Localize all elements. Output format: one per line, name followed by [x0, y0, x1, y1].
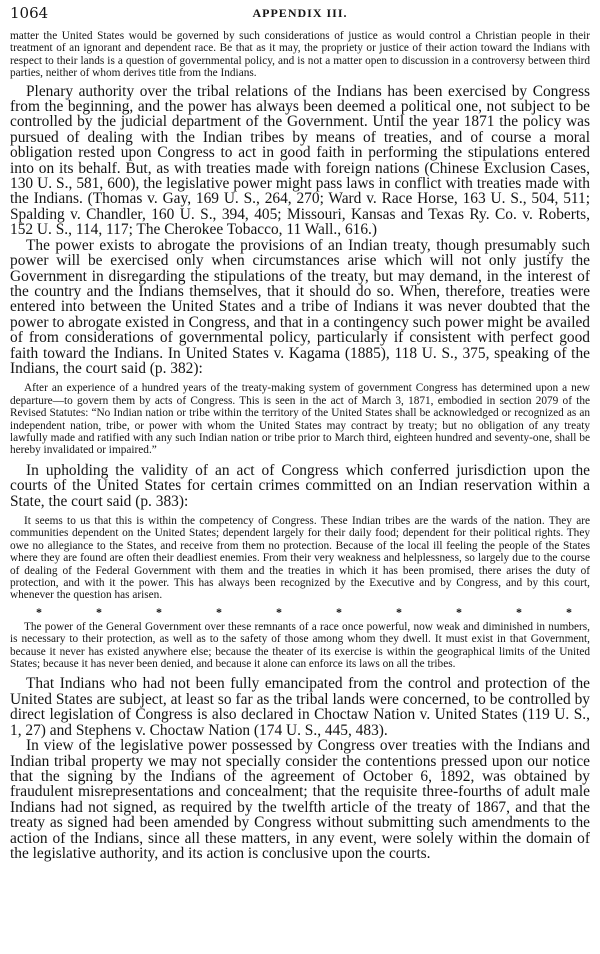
- paragraph-plenary-authority: Plenary authority over the tribal relations of the Indians has been exercised by Congress from the beginning, and the power has always been deemed a political one, not subject to be controlled by the judicial department of the Government. Until the year 1871 the policy was pursued of dealing with the Indian tribes by means of treaties, and of course a moral obligation rested upon Congress to act in good faith in performing the stipulations entered into on its behalf. But, as with treaties made with foreign nations (Chinese Exclusion Cases, 130 U. S., 581, 600), the legislative power might pass laws in conflict with treaties made with the Indians. (Thomas v. Gay, 169 U. S., 264, 270; Ward v. Race Horse, 163 U. S., 504, 511; Spalding v. Chandler, 160 U. S., 394, 405; Missouri, Kansas and Texas Ry. Co. v. Roberts, 152 U. S., 114, 117; The Cherokee Tobacco, 11 Wall., 616.): [10, 82, 590, 239]
- page-header: [10, 4, 590, 26]
- paragraph-power-to-abrogate: The power exists to abrogate the provisions of an Indian treaty, though presumably such power will be exercised only when circumstances arise which will not only justify the Government in disregarding the stipulations of the treaty, but may demand, in the interest of the country and the Indians themselves, that it should do so. When, therefore, treaties were entered into between the United States and a tribe of Indians it was never doubted that the power to abrogate existed in Congress, and that in a contingency such power might be availed of from considerations of governmental policy, particularly if consistent with perfect good faith toward the Indians. In United States v. Kagama (1885), 118 U. S., 375, speaking of the Indians, the court said (p. 382):: [10, 236, 590, 377]
- ellipsis-star: *: [276, 604, 282, 619]
- ellipsis-stars: [10, 605, 590, 619]
- ellipsis-star: *: [566, 604, 572, 619]
- text-column: [10, 30, 590, 861]
- ellipsis-star: *: [456, 604, 462, 619]
- block-quote-kagama-2: It seems to us that this is within the competency of Congress. These Indian tribes are the wards of the nation. They are communities dependent on the United States; dependent largely for their daily food; dependent for their political rights. They owe no allegiance to the States, and receive from them no protection. Because of the local ill feeling the people of the States where they are found are often their deadliest enemies. From their very weakness and helplessness, so largely due to the course of dealing of the Federal Government with them and the treaties in which it has been promised, there arises the duty of protection, and with it the power. This has always been recognized by the Executive and by Congress, and by this court, whenever the question has arisen.: [10, 515, 590, 602]
- paragraph-legislative-power: In view of the legislative power possessed by Congress over treaties with the Indians and Indian tribal property we may not specially consider the contentions pressed upon our notice that the signing by the Indians of the agreement of October 6, 1892, was obtained by fraudulent misrepresentations and concealment; that the requisite three-fourths of adult male Indians had not signed, as required by the twelfth article of the treaty of 1867, and that the treaty as signed had been amended by Congress without submitting such amendments to the action of the Indians, since all these matters, in any event, were solely within the domain of the legislative authority, and its action is conclusive upon the courts.: [10, 737, 590, 862]
- block-quote-kagama-1: After an experience of a hundred years of the treaty-making system of government Congress has determined upon a new departure—to govern them by acts of Congress. This is seen in the act of March 3, 1871, embodied in section 2079 of the Revised Statutes: “No Indian nation or tribe within the territory of the United States shall be acknowledged or recognized as an independent nation, tribe, or power with whom the United States may contract by treaty; but no obligation of any treaty lawfully made and ratified with any such Indian nation or tribe prior to March third, eighteen hundred and seventy-one, shall be hereby invalidated or impaired.”: [10, 382, 590, 457]
- ellipsis-star: *: [156, 604, 162, 619]
- ellipsis-star: *: [216, 604, 222, 619]
- ellipsis-star: *: [36, 604, 42, 619]
- paragraph-continued: matter the United States would be governed by such considerations of justice as would control a Christian people in their treatment of an ignorant and dependent race. Be that as it may, the propriety or justice of their action toward the Indians with respect to their lands is a question of governmental policy, and is not a matter open to discussion in a controversy between third parties, neither of whom derives title from the Indians.: [10, 30, 590, 80]
- paragraph-choctaw-nation: That Indians who had not been fully emancipated from the control and protection of the United States are subject, at least so far as the tribal lands were concerned, to be controlled by direct legislation of Congress is also declared in Choctaw Nation v. United States (119 U. S., 1, 27) and Stephens v. Choctaw Nation (174 U. S., 445, 483).: [10, 675, 590, 739]
- page-number: 1064: [10, 4, 49, 22]
- ellipsis-star: *: [336, 604, 342, 619]
- block-quote-kagama-3: The power of the General Government over these remnants of a race once powerful, now weak and diminished in numbers, is necessary to their protection, as well as to the safety of those among whom they dwell. It must exist in that Government, because it never has existed anywhere else; because the theater of its exercise is within the geographical limits of the United States; because it has never been denied, and because it alone can enforce its laws on all the tribes.: [10, 620, 590, 671]
- running-head: APPENDIX III.: [252, 6, 348, 20]
- ellipsis-star: *: [96, 604, 102, 619]
- ellipsis-star: *: [396, 604, 402, 619]
- ellipsis-star: *: [516, 604, 522, 619]
- paragraph-upholding-validity: In upholding the validity of an act of Congress which conferred jurisdiction upon the courts of the United States for certain crimes committed on an Indian reservation within a State, the court said (p. 383):: [10, 461, 590, 510]
